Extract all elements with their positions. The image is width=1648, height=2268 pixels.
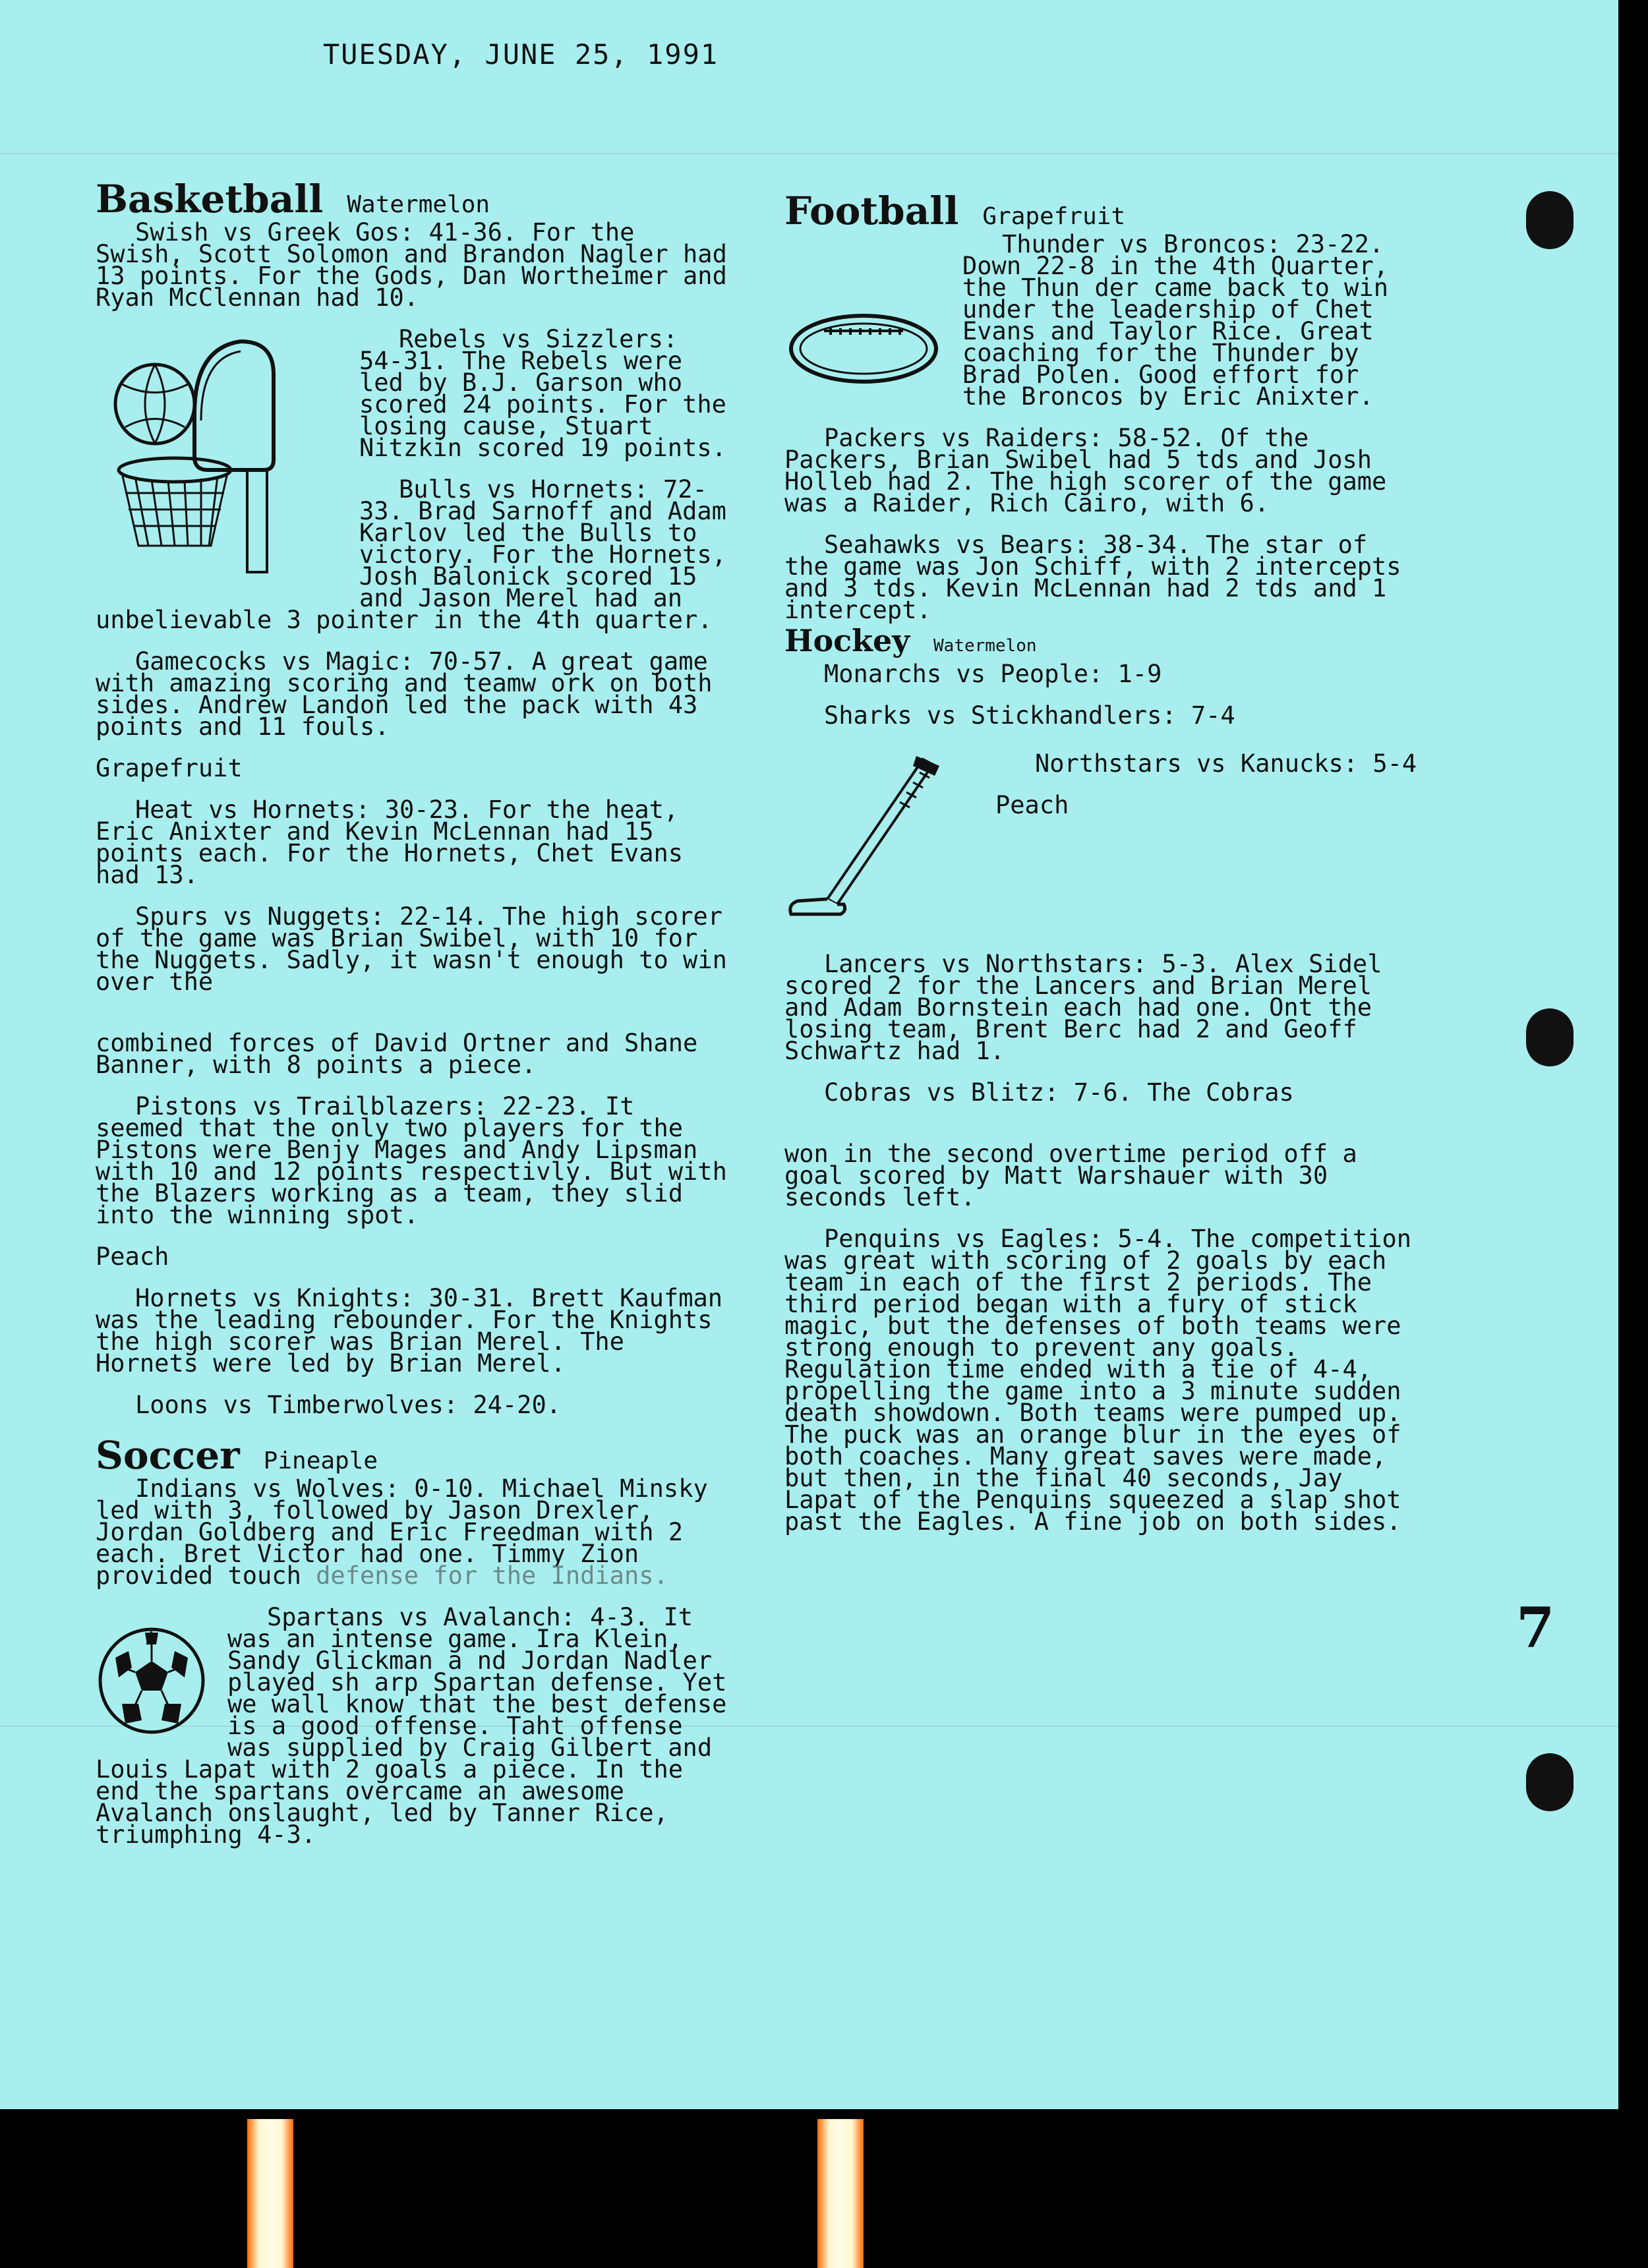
football-league-grapefruit: Grapefruit (982, 203, 1126, 230)
page-number: 7 (1516, 1595, 1555, 1660)
football-game-2: Packers vs Raiders: 58-52. Of the Packers, Brian Swibel had 5 tds and Josh Holleb had 2. The high scorer of the game was a Raider, Rich Cairo, with 6. (784, 424, 1387, 517)
football-heading (784, 191, 1417, 231)
scan-line-top (0, 153, 1618, 154)
scan-light-right (817, 2119, 864, 2268)
basketball-game-3: Bulls vs Hornets: 72-33. Brad Sarnoff and Adam Karlov led the Bulls to victory. For the Hornets, Josh Balonick scored 15 and Jason Merel had an unbelievable 3 pointer in the 4th quarter. (96, 475, 726, 634)
soccer-title: Soccer (96, 1433, 240, 1478)
soccer-game-1-text: Indians vs Wolves: 0-10. Michael Minsky led with 3, followed by Jason Drexler, Jordan Goldberg and Eric Freedman with 2 each. Bret Victor had one. Timmy Zion provided touch (96, 1474, 708, 1590)
hockey-game-5-continued: won in the second overtime period off a goal scored by Matt Warshauer with 30 seconds left. (784, 1140, 1357, 1211)
soccer-ball-icon (96, 1625, 208, 1739)
hockey-title: Hockey (784, 623, 910, 658)
basketball-game-4: Gamecocks vs Magic: 70-57. A great game with amazing scoring and teamw ork on both sides. Andrew Landon led the pack with 43 points and 11 fouls. (96, 647, 713, 741)
basketball-game-9: Loons vs Timberwolves: 24-20. (135, 1391, 562, 1419)
soccer-league-pineaple: Pineaple (263, 1447, 378, 1474)
hockey-heading (784, 621, 1417, 660)
binder-hole-bottom (1526, 1753, 1574, 1811)
basketball-league-grapefruit: Grapefruit (96, 754, 243, 782)
soccer-game-1 (96, 1474, 728, 1590)
hockey-game-4: Lancers vs Northstars: 5-3. Alex Sidel scored 2 for the Lancers and Brian Merel and Adam Bornstein each had one. Ont the losing team, Brent Berc had 2 and Geoff Schwartz had 1. (784, 950, 1382, 1065)
basketball-hoop-icon (96, 328, 339, 581)
basketball-game-2: Rebels vs Sizzlers: 54-31. The Rebels were led by B.J. Garson who scored 24 points. For the losing cause, Stuart Nitzkin scored 19 points. (359, 325, 726, 462)
basketball-league-peach: Peach (96, 1242, 169, 1271)
basketball-game-1: Swish vs Greek Gos: 41-36. For the Swish, Scott Solomon and Brandon Nagler had 13 points. For the Gods, Dan Wortheimer and Ryan McClennan had 10. (96, 218, 727, 312)
hockey-game-1: Monarchs vs People: 1-9 (824, 660, 1162, 688)
basketball-game-8: Hornets vs Knights: 30-31. Brett Kaufman was the leading rebounder. For the Knights the high scorer was Brian Merel. The Hornets were led by Brian Merel. (96, 1284, 723, 1378)
right-column (784, 191, 1417, 1552)
soccer-heading (96, 1433, 728, 1478)
hockey-game-6: Penquins vs Eagles: 5-4. The competition was great with scoring of 2 goals by each team in each of the first 2 periods. The third period began with a fury of stick magic, but the defenses of both teams were strong enough to prevent any goals. Regulation time ended with a tie of 4-4, propelling the game into a 3 minute sudden death showdown. Both teams were pumped up. The puck was an orange blur in the eyes of both coaches. Many great saves were made, but then, in the final 40 seconds, Jay Lapat of the Penquins squeezed a slap shot past the Eagles. A fine job on both sides. (784, 1225, 1412, 1536)
soccer-game-1-faded: defense for the Indians. (316, 1561, 668, 1590)
basketball-game-6-continued: combined forces of David Ortner and Shane Banner, with 8 points a piece. (96, 1029, 698, 1079)
hockey-game-2: Sharks vs Stickhandlers: 7-4 (824, 701, 1235, 730)
binder-hole-top (1526, 191, 1574, 249)
binder-hole-middle (1526, 1008, 1574, 1066)
basketball-title: Basketball (96, 177, 324, 221)
football-game-1: Thunder vs Broncos: 23-22. Down 22-8 in the 4th Quarter, the Thun der came back to win under the leadership of Chet Evans and Taylor Rice. Great coaching for the Thunder by Brad Polen. Good effort for the Broncos by Eric Anixter. (962, 230, 1389, 411)
hockey-game-3: Northstars vs Kanucks: 5-4 (1035, 749, 1417, 778)
scan-light-left (247, 2119, 293, 2268)
hockey-league-watermelon: Watermelon (933, 636, 1037, 656)
football-title: Football (784, 189, 959, 233)
basketball-league-watermelon: Watermelon (347, 191, 490, 218)
basketball-game-7: Pistons vs Trailblazers: 22-23. It seemed that the only two players for the Pistons were Benjy Mages and Andy Lipsman with 10 and 12 points respectivly. But with the Blazers working as a team, they slid into the winning spot. (96, 1092, 727, 1229)
soccer-game-2: Spartans vs Avalanch: 4-3. It was an intense game. Ira Klein, Sandy Glickman a nd Jordan Nadler played sh arp Spartan defense. Yet we wall know that the best defense is a good offense. Taht offense was supplied by Craig Gilbert and Louis Lapat with 2 goals a piece. In the end the spartans overcame an awesome Avalanch onslaught, led by Tanner Rice, triumphing 4-3. (96, 1603, 727, 1849)
hockey-league-peach: Peach (995, 791, 1069, 819)
left-column (96, 179, 728, 1865)
hockey-stick-icon (784, 746, 969, 946)
basketball-heading (96, 179, 728, 219)
basketball-game-6: Spurs vs Nuggets: 22-14. The high scorer of the game was Brian Swibel, with 10 for the Nuggets. Sadly, it wasn't enough to win over the (96, 902, 727, 996)
football-icon (784, 299, 943, 401)
football-game-3: Seahawks vs Bears: 38-34. The star of the game was Jon Schiff, with 2 intercepts and 3 tds. Kevin McLennan had 2 tds and 1 intercept. (784, 531, 1401, 624)
header-date: TUESDAY, JUNE 25, 1991 (322, 38, 719, 71)
hockey-game-5: Cobras vs Blitz: 7-6. The Cobras (824, 1078, 1294, 1107)
basketball-game-5: Heat vs Hornets: 30-23. For the heat, Eric Anixter and Kevin McLennan had 15 points each. For the Hornets, Chet Evans had 13. (96, 796, 684, 889)
